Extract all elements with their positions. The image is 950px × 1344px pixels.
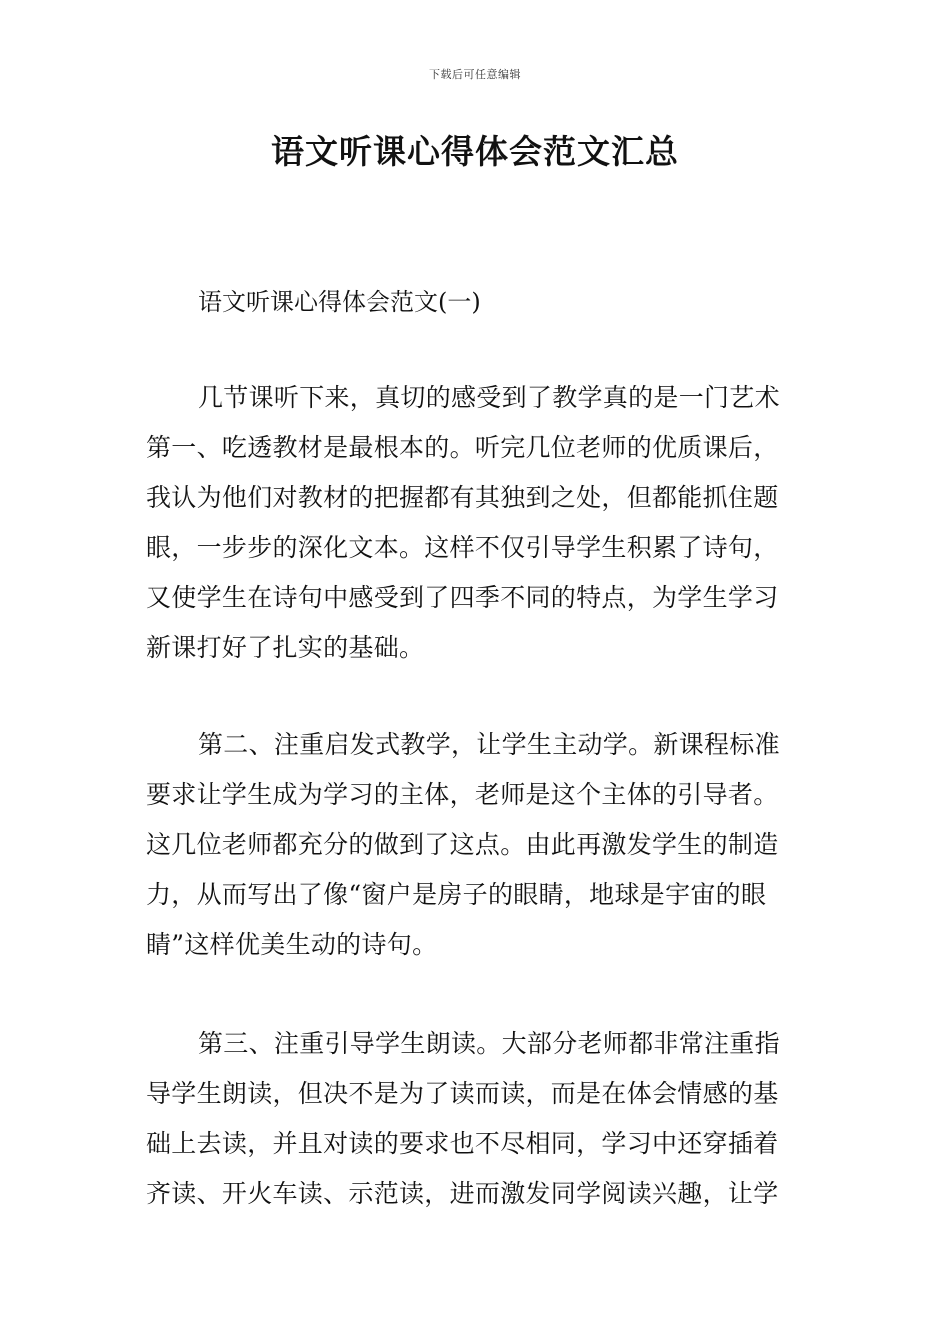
paragraph-3 [146, 1019, 806, 1219]
paragraph-1 [146, 373, 806, 673]
section-heading: 语文听课心得体会范文(一) [198, 288, 481, 316]
paragraph-line: 眼，一步步的深化文本。这样不仅引导学生积累了诗句， [146, 533, 779, 562]
paragraph-line: 导学生朗读，但决不是为了读而读，而是在体会情感的基 [146, 1079, 779, 1108]
paragraph-line: 这几位老师都充分的做到了这点。由此再激发学生的制造 [146, 830, 779, 859]
paragraph-line: 新课打好了扎实的基础。 [146, 633, 425, 662]
paragraph-line: 我认为他们对教材的把握都有其独到之处，但都能抓住题 [146, 483, 779, 512]
paragraph-line: 齐读、开火车读、示范读，进而激发同学阅读兴趣，让学 [146, 1179, 779, 1208]
paragraph-line: 要求让学生成为学习的主体，老师是这个主体的引导者。 [146, 780, 779, 809]
paragraph-line: 础上去读，并且对读的要求也不尽相同，学习中还穿插着 [146, 1129, 779, 1158]
header-note: 下载后可任意编辑 [429, 68, 521, 81]
paragraph-line: 第二、注重启发式教学，让学生主动学。新课程标准 [198, 730, 780, 759]
paragraph-line: 又使学生在诗句中感受到了四季不同的特点，为学生学习 [146, 583, 779, 612]
paragraph-line: 几节课听下来，真切的感受到了教学真的是一门艺术 [198, 383, 780, 412]
paragraph-line: 第三、注重引导学生朗读。大部分老师都非常注重指 [198, 1029, 780, 1058]
document-title: 语文听课心得体会范文汇总 [271, 132, 679, 171]
paragraph-2 [146, 720, 806, 970]
paragraph-line: 睛”这样优美生动的诗句。 [146, 930, 438, 959]
paragraph-line: 力，从而写出了像“窗户是房子的眼睛，地球是宇宙的眼 [146, 880, 767, 909]
paragraph-line: 第一、吃透教材是最根本的。听完几位老师的优质课后， [146, 433, 779, 462]
